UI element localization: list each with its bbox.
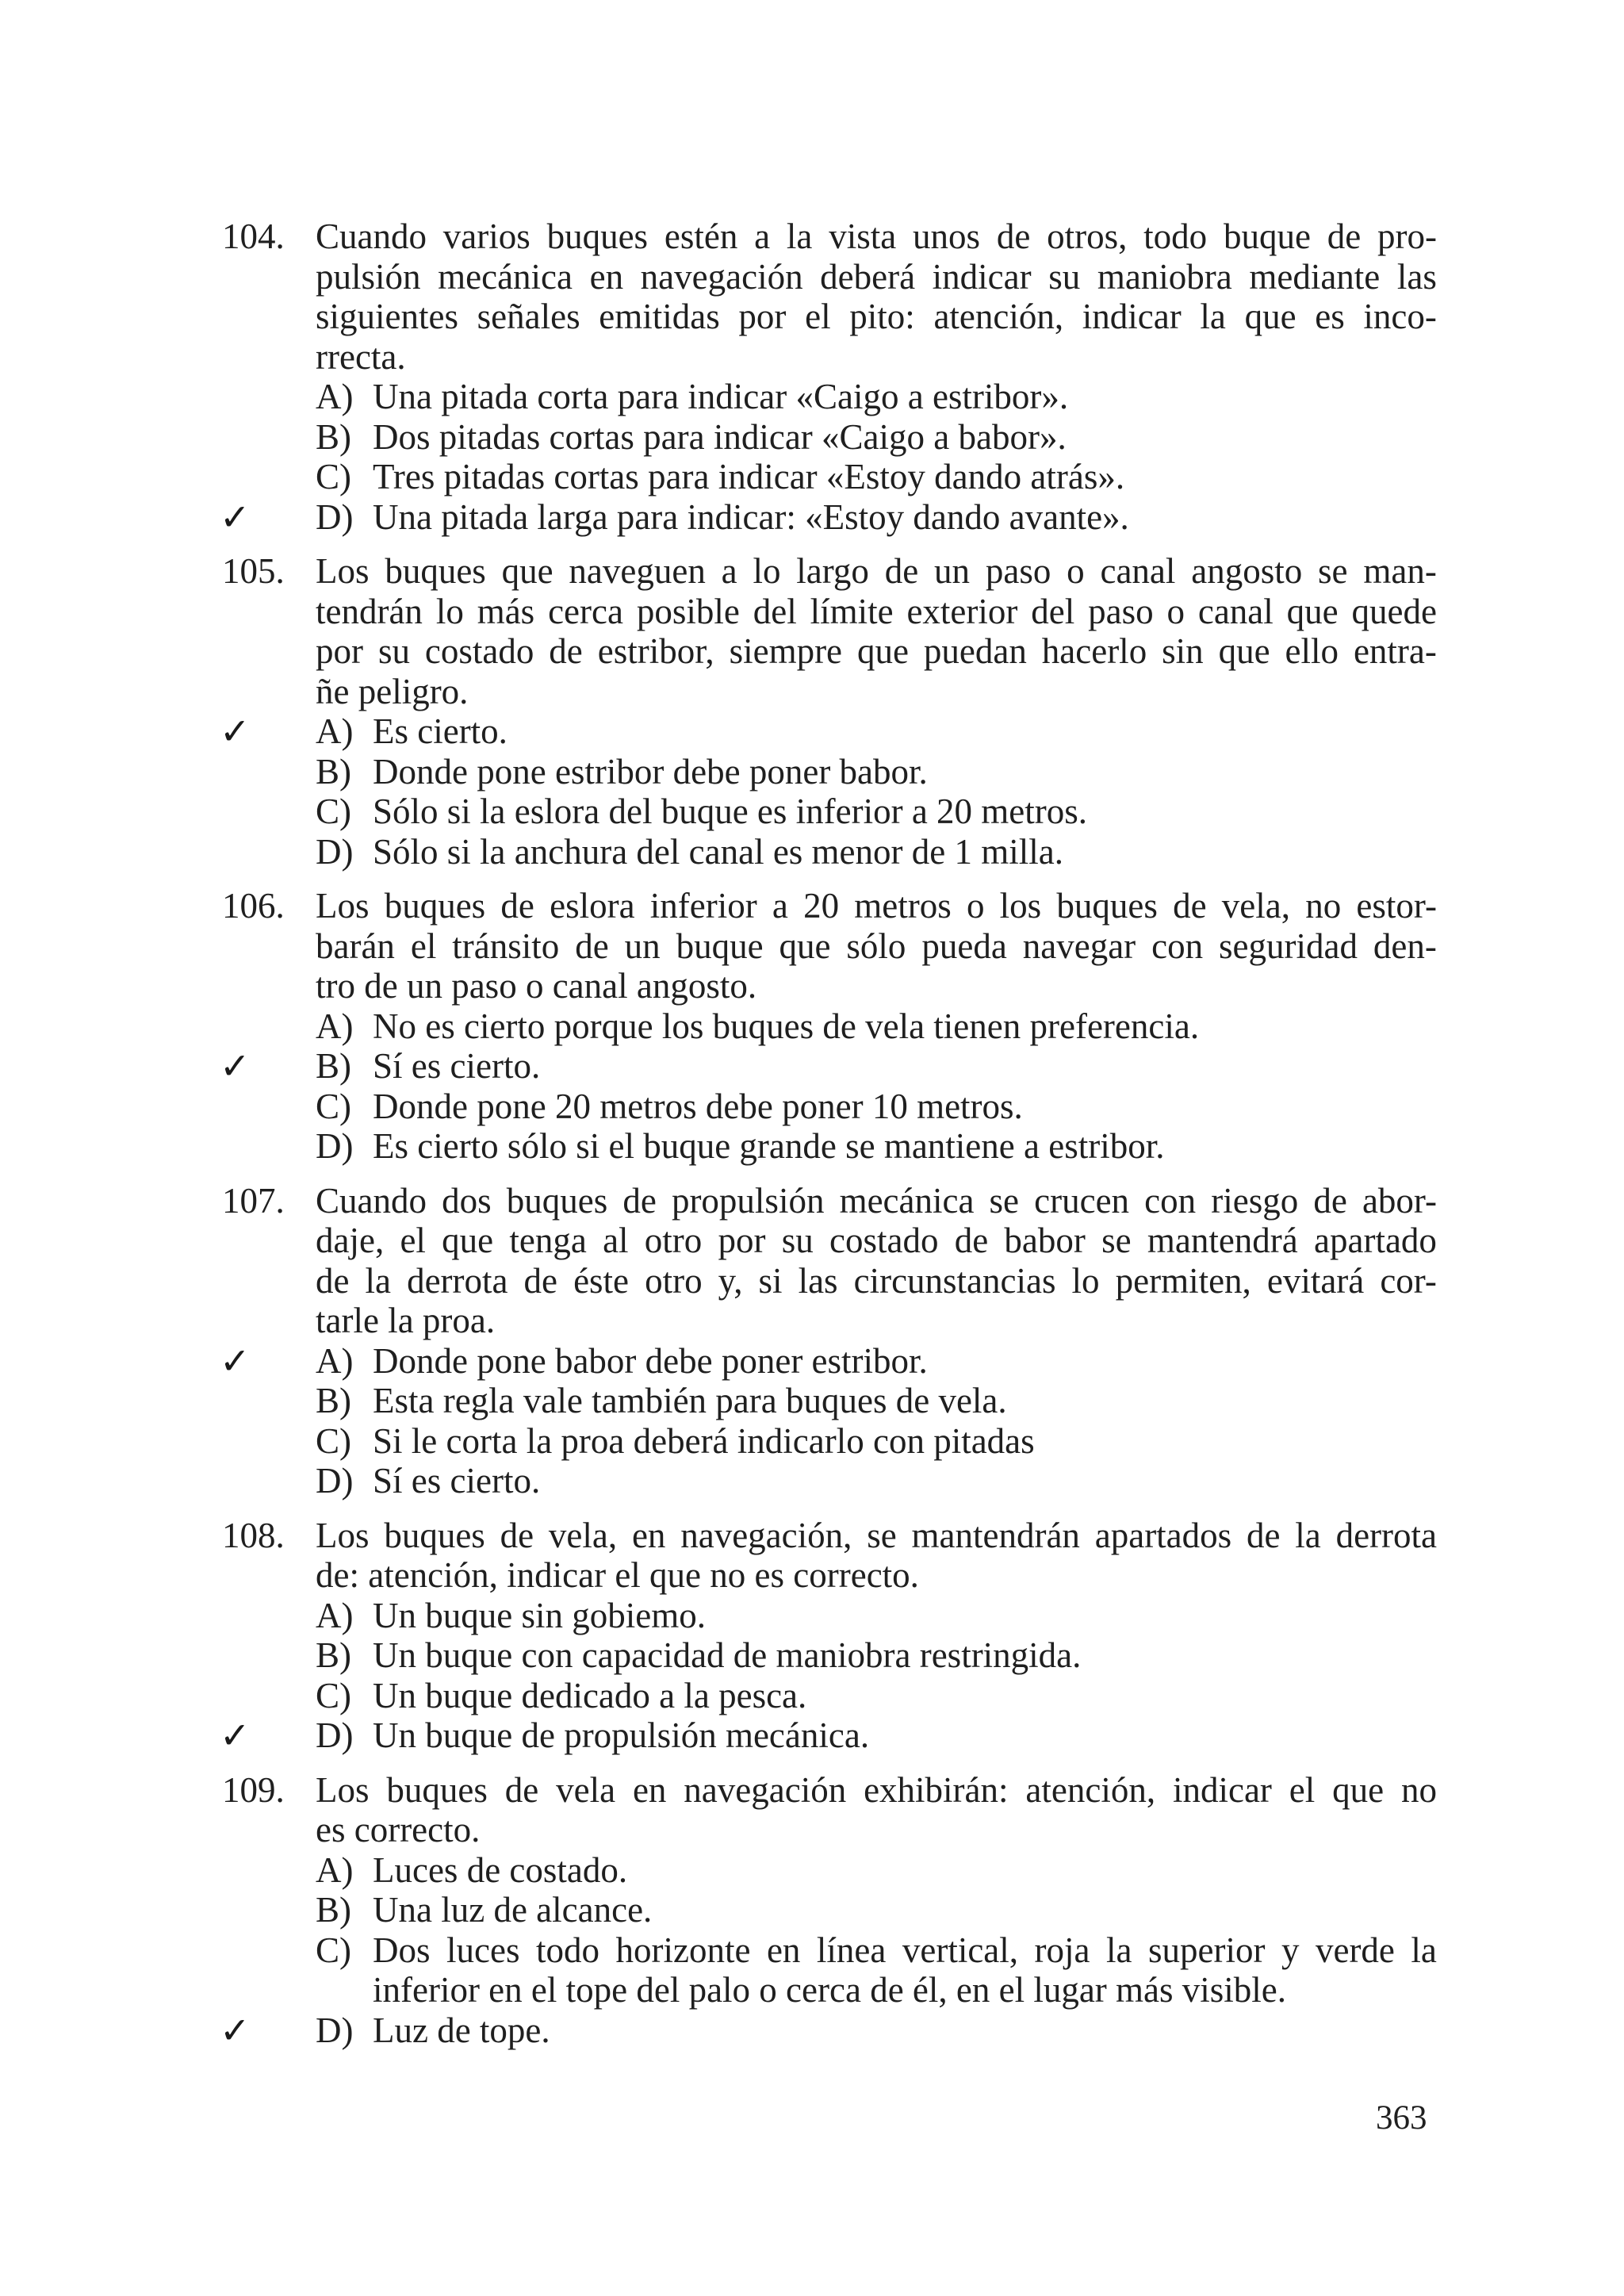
option-letter: A) xyxy=(316,1595,354,1635)
checkmark-icon: ✓ xyxy=(220,710,251,753)
option-text: Un buque con capacidad de maniobra restringida. xyxy=(373,1635,1082,1675)
option-letter: B) xyxy=(316,1046,351,1086)
question-text-line xyxy=(222,1516,1437,1556)
answer-option xyxy=(222,1890,1437,1930)
question-text: ñe peligro. xyxy=(316,671,469,711)
option-text: Sólo si la anchura del canal es menor de 1 milla. xyxy=(373,831,1063,872)
option-letter: C) xyxy=(316,1420,351,1461)
option-text: Donde pone babor debe poner estribor. xyxy=(373,1340,928,1381)
question-number: 104. xyxy=(222,217,285,256)
question-text: tarle la proa. xyxy=(316,1301,496,1340)
question-text-line xyxy=(222,297,1437,337)
option-letter: D) xyxy=(316,1715,354,1755)
checkmark-icon: ✓ xyxy=(220,1045,251,1087)
question-block xyxy=(222,886,1437,1167)
question-text-line xyxy=(222,257,1437,297)
question-text-line xyxy=(222,1810,1437,1850)
question-text: Cuando varios buques estén a la vista unos de otros, todo buque de pro- xyxy=(316,217,1437,256)
question-text-line xyxy=(222,631,1437,672)
question-text-line xyxy=(222,1555,1437,1596)
option-text: Esta regla vale también para buques de vela. xyxy=(373,1381,1007,1420)
option-text: Un buque sin gobiemo. xyxy=(373,1595,706,1635)
question-text: siguientes señales emitidas por el pito: atención, indicar la que es inco- xyxy=(316,297,1437,336)
question-text: pulsión mecánica en navegación deberá indicar su maniobra mediante las xyxy=(316,256,1437,297)
option-letter: A) xyxy=(316,1006,354,1046)
question-text: daje, el que tenga al otro por su costado de babor se mantendrá apartado xyxy=(316,1221,1437,1260)
option-letter: B) xyxy=(316,416,351,457)
answer-option xyxy=(222,1596,1437,1636)
question-text-line xyxy=(222,926,1437,967)
answer-option xyxy=(222,832,1437,872)
answer-option xyxy=(222,497,1437,538)
answer-option xyxy=(222,1046,1437,1087)
option-text: Sólo si la eslora del buque es inferior a 20 metros. xyxy=(373,792,1088,831)
answer-option xyxy=(222,1930,1437,1971)
answer-option xyxy=(222,417,1437,458)
answer-option xyxy=(222,711,1437,752)
option-letter: A) xyxy=(316,1340,354,1381)
question-text: tro de un paso o canal angosto. xyxy=(316,966,757,1006)
option-letter: D) xyxy=(316,1126,354,1166)
option-letter: C) xyxy=(316,1930,351,1970)
answer-option xyxy=(222,1421,1437,1462)
answer-option xyxy=(222,1850,1437,1891)
question-text-line xyxy=(222,1221,1437,1261)
option-letter: B) xyxy=(316,1381,351,1420)
question-number: 106. xyxy=(222,886,285,926)
answer-option xyxy=(222,1381,1437,1421)
question-text-line xyxy=(222,966,1437,1006)
option-letter: C) xyxy=(316,1086,351,1126)
question-text: rrecta. xyxy=(316,336,406,377)
question-text: Los buques de vela, en navegación, se mantendrán apartados de la derrota xyxy=(316,1515,1437,1555)
option-text: Un buque dedicado a la pesca. xyxy=(373,1675,807,1715)
answer-option xyxy=(222,1676,1437,1716)
question-block xyxy=(222,1181,1437,1501)
question-text: tendrán lo más cerca posible del límite exterior del paso o canal que quede xyxy=(316,591,1437,631)
question-block xyxy=(222,217,1437,537)
question-text: Los buques de vela en navegación exhibirán: atención, indicar el que no xyxy=(316,1769,1437,1810)
answer-option xyxy=(222,1087,1437,1127)
option-text: Es cierto. xyxy=(373,711,508,751)
option-text: Dos pitadas cortas para indicar «Caigo a babor». xyxy=(373,416,1067,457)
option-letter: A) xyxy=(316,1849,354,1890)
option-text: Luz de tope. xyxy=(373,2010,550,2050)
answer-option xyxy=(222,752,1437,792)
option-letter: A) xyxy=(316,711,354,751)
answer-option xyxy=(222,1006,1437,1047)
question-text: Cuando dos buques de propulsión mecánica se crucen con riesgo de abor- xyxy=(316,1180,1437,1221)
answer-option xyxy=(222,1635,1437,1676)
question-text: Los buques de eslora inferior a 20 metros o los buques de vela, no estor- xyxy=(316,886,1437,926)
option-letter: B) xyxy=(316,1890,351,1930)
checkmark-icon: ✓ xyxy=(220,1714,251,1757)
option-letter: B) xyxy=(316,1635,351,1675)
answer-option xyxy=(222,1715,1437,1756)
question-number: 107. xyxy=(222,1180,285,1221)
option-text: Es cierto sólo si el buque grande se mantiene a estribor. xyxy=(373,1126,1165,1166)
option-letter: D) xyxy=(316,831,354,872)
question-text-line xyxy=(222,592,1437,632)
checkmark-icon: ✓ xyxy=(220,495,251,539)
answer-option xyxy=(222,2010,1437,2051)
answer-option xyxy=(222,1461,1437,1501)
option-text: Luces de costado. xyxy=(373,1849,628,1890)
option-text: Donde pone estribor debe poner babor. xyxy=(373,751,928,792)
option-text: Una pitada larga para indicar: «Estoy dando avante». xyxy=(373,496,1129,537)
option-text: Una luz de alcance. xyxy=(373,1890,653,1930)
option-text: Sí es cierto. xyxy=(373,1046,541,1086)
question-text: Los buques que naveguen a lo largo de un paso o canal angosto se man- xyxy=(316,551,1437,591)
question-text: de la derrota de éste otro y, si las circunstancias lo permiten, evitará cor- xyxy=(316,1260,1437,1301)
option-letter: A) xyxy=(316,377,354,416)
option-text: Sí es cierto. xyxy=(373,1461,541,1501)
question-text-line xyxy=(222,217,1437,257)
option-letter: C) xyxy=(316,792,351,831)
option-letter: C) xyxy=(316,1675,351,1715)
answer-option xyxy=(222,1341,1437,1382)
question-text-line xyxy=(222,886,1437,926)
question-text-line xyxy=(222,337,1437,378)
question-text-line xyxy=(222,551,1437,592)
question-block xyxy=(222,1516,1437,1756)
question-text-line xyxy=(222,1181,1437,1221)
question-text-line xyxy=(222,1261,1437,1301)
option-text: Dos luces todo horizonte en línea vertical, roja la superior y verde la xyxy=(373,1930,1437,1970)
option-text: Una pitada corta para indicar «Caigo a estribor». xyxy=(373,377,1069,416)
question-list xyxy=(222,217,1437,2064)
option-text: Un buque de propulsión mecánica. xyxy=(373,1715,870,1755)
answer-option xyxy=(222,457,1437,497)
checkmark-icon: ✓ xyxy=(220,2008,251,2052)
question-text: barán el tránsito de un buque que sólo pueda navegar con seguridad den- xyxy=(316,926,1437,966)
option-letter: B) xyxy=(316,751,351,792)
question-text: es correcto. xyxy=(316,1810,481,1849)
question-block xyxy=(222,1770,1437,2051)
option-letter: D) xyxy=(316,2010,354,2050)
page-number: 363 xyxy=(1376,2099,1427,2137)
option-text: Donde pone 20 metros debe poner 10 metros. xyxy=(373,1086,1023,1126)
answer-option xyxy=(222,377,1437,417)
option-letter: C) xyxy=(316,457,351,496)
question-text-line xyxy=(222,672,1437,712)
question-number: 108. xyxy=(222,1515,285,1555)
checkmark-icon: ✓ xyxy=(220,1339,251,1382)
option-text: Si le corta la proa deberá indicarlo con pitadas xyxy=(373,1420,1035,1461)
answer-option xyxy=(222,792,1437,832)
question-text-line xyxy=(222,1301,1437,1341)
answer-option xyxy=(222,1126,1437,1167)
question-number: 105. xyxy=(222,551,285,591)
question-number: 109. xyxy=(222,1769,285,1810)
question-text: por su costado de estribor, siempre que puedan hacerlo sin que ello entra- xyxy=(316,631,1437,671)
option-text: Tres pitadas cortas para indicar «Estoy dando atrás». xyxy=(373,457,1125,496)
option-text: No es cierto porque los buques de vela tienen preferencia. xyxy=(373,1006,1200,1046)
question-text: de: atención, indicar el que no es correcto. xyxy=(316,1555,919,1595)
question-block xyxy=(222,551,1437,872)
option-text-continuation: inferior en el tope del palo o cerca de él, en el lugar más visible. xyxy=(373,1970,1287,2010)
option-letter: D) xyxy=(316,496,354,537)
question-text-line xyxy=(222,1770,1437,1811)
option-letter: D) xyxy=(316,1461,354,1501)
